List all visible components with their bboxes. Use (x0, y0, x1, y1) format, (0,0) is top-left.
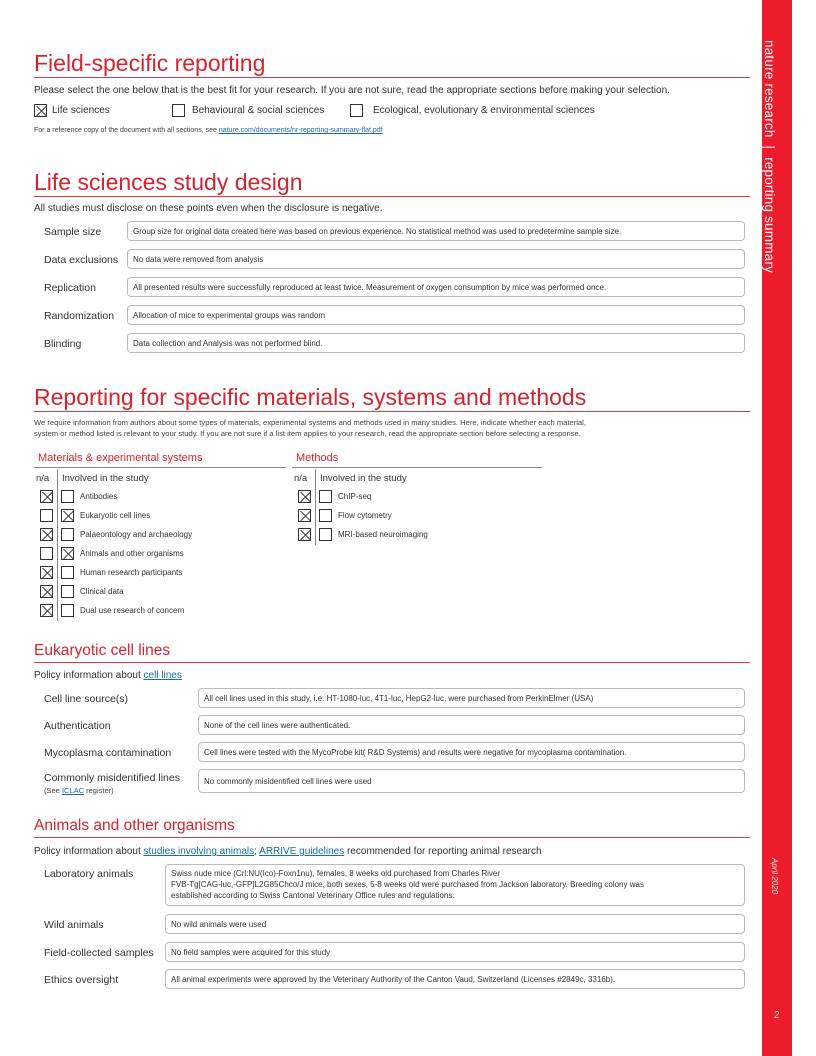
involved-checkbox[interactable] (61, 585, 74, 598)
row-label: Authentication (44, 720, 111, 732)
cell-lines-link[interactable]: cell lines (143, 670, 182, 681)
reference-note: For a reference copy of the document with all sections, see nature.com/documents/nr-reporting-summary-flat.pdf (34, 127, 383, 134)
divider (34, 411, 750, 412)
divider (315, 469, 316, 545)
na-checkbox[interactable] (298, 528, 311, 541)
authentication-field[interactable]: None of the cell lines were authenticated. (198, 715, 745, 735)
row-label: Randomization (44, 310, 115, 322)
row-label: Wild animals (44, 919, 104, 931)
na-checkbox[interactable] (298, 509, 311, 522)
na-checkbox[interactable] (298, 490, 311, 503)
row-label: Field-collected samples (44, 947, 154, 959)
replication-field[interactable]: All presented results were successfully reproduced at least twice. Measurement of oxygen consumption by mice was performed once. (127, 277, 745, 297)
field-intro: Please select the one below that is the best fit for your research. If you are not sure, read the appropriate sections before making your selection. (34, 85, 670, 96)
material-item: Antibodies (80, 492, 118, 501)
row-label: Cell line source(s) (44, 693, 129, 705)
blinding-field[interactable]: Data collection and Analysis was not performed blind. (127, 333, 745, 353)
row-label: Blinding (44, 338, 82, 350)
wild-animals-field[interactable]: No wild animals were used (165, 914, 745, 934)
reference-link[interactable]: nature.com/documents/nr-reporting-summary-flat.pdf (218, 127, 383, 134)
sidebar-date: April 2020 (770, 858, 779, 895)
involved-checkbox[interactable] (61, 566, 74, 579)
row-label: Ethics oversight (44, 974, 119, 986)
na-header: n/a (36, 473, 50, 484)
involved-checkbox[interactable] (61, 509, 74, 522)
row-label: Sample size (44, 226, 102, 238)
na-checkbox[interactable] (40, 604, 53, 617)
material-item: Eukaryotic cell lines (80, 511, 151, 520)
option-ecological: Ecological, evolutionary & environmental sciences (373, 105, 595, 116)
animals-policy: Policy information about studies involving animals; ARRIVE guidelines recommended for reporting animal research (34, 846, 542, 857)
life-title: Life sciences study design (34, 169, 303, 195)
na-checkbox[interactable] (40, 566, 53, 579)
method-item: Flow cytometry (338, 511, 392, 520)
row-label: Laboratory animals (44, 868, 134, 880)
row-label: Commonly misidentified lines (44, 772, 180, 784)
divider (34, 662, 750, 663)
involved-checkbox[interactable] (61, 490, 74, 503)
involved-checkbox[interactable] (319, 528, 332, 541)
option-life-sciences: Life sciences (52, 105, 110, 116)
iclac-note: (See ICLAC register) (44, 786, 114, 795)
iclac-link[interactable]: ICLAC (61, 786, 85, 795)
na-checkbox[interactable] (40, 490, 53, 503)
method-item: MRI-based neuroimaging (338, 530, 428, 539)
sample-size-field[interactable]: Group size for original data created here was based on previous experience. No statistical method was used to predetermine sample size. (127, 221, 745, 241)
sidebar-title: nature research | reporting summary (762, 40, 777, 274)
life-intro: All studies must disclose on these points even when the disclosure is negative. (34, 203, 383, 214)
misidentified-lines-field[interactable]: No commonly misidentified cell lines were used (198, 769, 745, 793)
divider (57, 469, 58, 621)
material-item: Palaeontology and archaeology (80, 530, 193, 539)
animals-title: Animals and other organisms (34, 817, 235, 834)
involved-header: Involved in the study (62, 473, 149, 484)
row-label: Mycoplasma contamination (44, 747, 172, 759)
involved-checkbox[interactable] (61, 528, 74, 541)
material-item: Dual use research of concern (80, 606, 185, 615)
involved-header: Involved in the study (320, 473, 407, 484)
involved-checkbox[interactable] (319, 509, 332, 522)
cells-policy: Policy information about cell lines (34, 670, 182, 681)
divider (34, 77, 750, 78)
divider (292, 467, 542, 468)
materials-heading: Materials & experimental systems (38, 452, 203, 464)
na-checkbox[interactable] (40, 547, 53, 560)
involved-checkbox[interactable] (319, 490, 332, 503)
material-item: Human research participants (80, 568, 183, 577)
field-title: Field-specific reporting (34, 50, 266, 76)
row-label: Replication (44, 282, 96, 294)
option-behavioural: Behavioural & social sciences (192, 105, 325, 116)
studies-animals-link[interactable]: studies involving animals (143, 846, 255, 857)
material-item: Animals and other organisms (80, 549, 184, 558)
involved-checkbox[interactable] (61, 547, 74, 560)
mycoplasma-field[interactable]: Cell lines were tested with the MycoProbe kit( R&D Systems) and results were negative for mycoplasma contamination. (198, 742, 745, 762)
arrive-link[interactable]: ARRIVE guidelines (259, 846, 345, 857)
ethics-oversight-field[interactable]: All animal experiments were approved by the Veterinary Authority of the Canton Vaud, Switzerland (Licenses #2849c, 3316b). (165, 969, 745, 989)
divider (34, 837, 750, 838)
divider (34, 467, 286, 468)
divider (34, 196, 750, 197)
reporting-intro: We require information from authors about some types of materials, experimental systems and methods used in many studies. Here, indicate whether each material, system or method listed is relevant to your study. If you are not sure if a list item applies to your research, read the appropriate section before selecting a response. (34, 418, 586, 439)
involved-checkbox[interactable] (61, 604, 74, 617)
checkbox-life-sciences[interactable] (34, 104, 47, 117)
na-header: n/a (294, 473, 308, 484)
cell-line-source-field[interactable]: All cell lines used in this study, i.e. HT-1080-luc, 4T1-luc, HepG2-luc, were purchased from PerkinElmer (USA) (198, 688, 745, 708)
reporting-title: Reporting for specific materials, systems and methods (34, 384, 587, 410)
na-checkbox[interactable] (40, 509, 53, 522)
cells-title: Eukaryotic cell lines (34, 642, 171, 659)
row-label: Data exclusions (44, 254, 119, 266)
methods-heading: Methods (296, 452, 339, 464)
data-exclusions-field[interactable]: No data were removed from analysis (127, 249, 745, 269)
checkbox-ecological[interactable] (350, 104, 363, 117)
randomization-field[interactable]: Allocation of mice to experimental groups was random (127, 305, 745, 325)
field-samples-field[interactable]: No field samples were acquired for this study (165, 942, 745, 962)
material-item: Clinical data (80, 587, 124, 596)
na-checkbox[interactable] (40, 528, 53, 541)
method-item: ChIP-seq (338, 492, 372, 501)
laboratory-animals-field[interactable]: Swiss nude mice (Crl:NU(Ico)-Foxn1nu), females, 8 weeks old purchased from Charles River FVB-Tg[CAG-luc,-GFP]L2G85Chco/J mice, both sexes, 5-8 weeks old were purchased from Jackson laboratory. Breeding colony was established according to Swiss Cantonal Veterinary Office rules and regulations. (165, 864, 745, 906)
checkbox-behavioural[interactable] (172, 104, 185, 117)
na-checkbox[interactable] (40, 585, 53, 598)
page-number: 2 (774, 1010, 780, 1021)
